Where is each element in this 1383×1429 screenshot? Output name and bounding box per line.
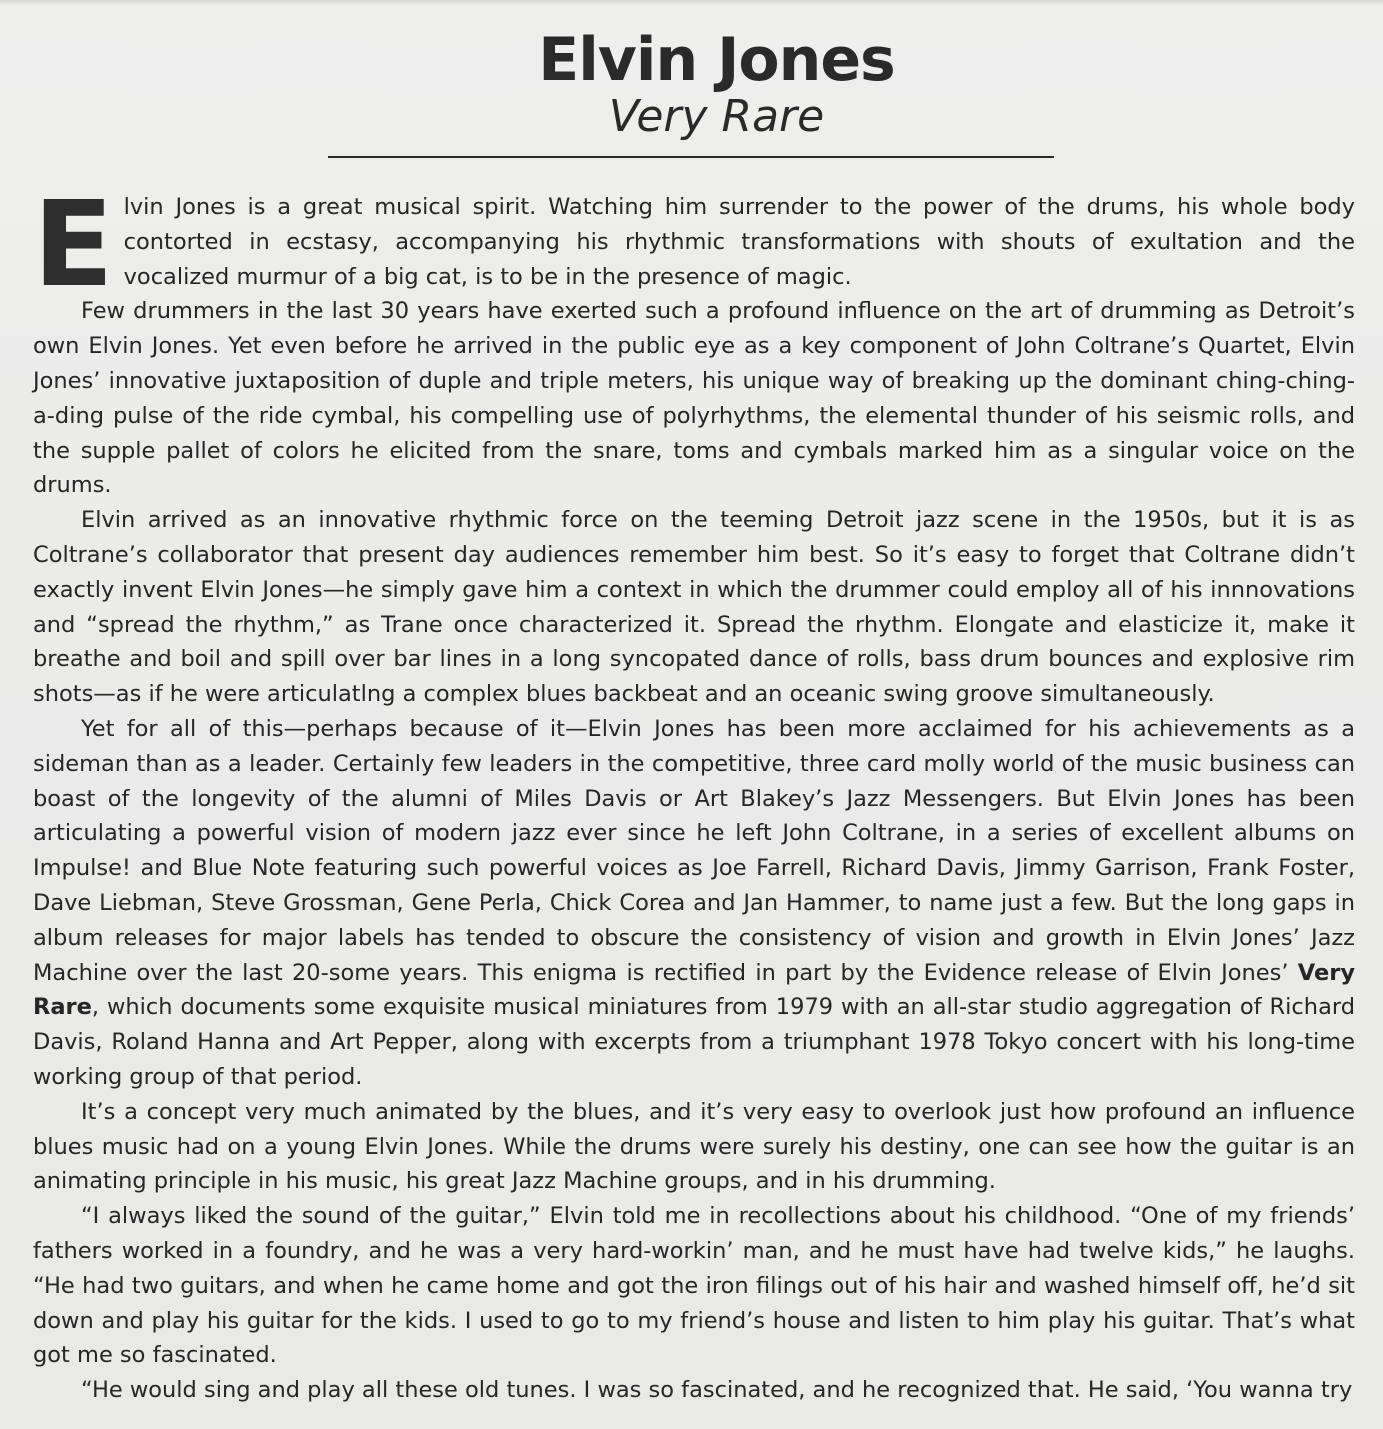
paragraph-7: “He would sing and play all these old tunes. I was so fascinated, and he recognized that. He said, ‘You wanna try bbox=[81, 1377, 1353, 1404]
paragraph-4-text-before: Yet for all of this—perhaps because of it—Elvin Jones has been more acclaimed for his achievements as a sideman than as a leader. Certainly few leaders in the competitive, three card molly world of the music business can boast of the longevity of the alumni of Miles Davis or Art Blakey’s Jazz Messengers. But Elvin Jones has been articulating a powerful vision of modern jazz ever since he left John Coltrane, in a series of excellent albums on Impulse! and Blue Note featuring such powerful voices as Joe Farrell, Richard Davis, Jimmy Garrison, Frank Foster, Dave Liebman, Steve Grossman, Gene Perla, Chick Corea and Jan Hammer, to name just a few. But the long gaps in album releases for major labels has tended to obscure the consistency of vision and growth in Elvin Jones’ Jazz Machine over the last 20-some years. This enigma is rectified in part by the Evidence release of Elvin Jones’ bbox=[33, 715, 1355, 986]
paragraph-1-text: lvin Jones is a great musical spirit. Watching him surrender to the power of the drums, his whole body contorted in ecstasy, accompanying his rhythmic transformations with shouts of exultation and the vocalized murmur of a big cat, is to be in the presence of magic. bbox=[123, 194, 1355, 290]
paragraph-6: “I always liked the sound of the guitar,” Elvin told me in recollections about his childhood. “One of my friends’ fathers worked in a foundry, and he was a very hard-workin’ man, and he must have had twelve kids,” he laughs. “He had two guitars, and when he came home and got the iron filings out of his hair and washed himself off, he’d sit down and play his guitar for the kids. I used to go to my friend’s house and listen to him play his guitar. That’s what got me so fascinated. bbox=[33, 1203, 1355, 1369]
page-top-edge bbox=[0, 0, 1383, 6]
paragraph-2: Few drummers in the last 30 years have exerted such a profound influence on the art of drumming as Detroit’s own Elvin Jones. Yet even before he arrived in the public eye as a key component of John Coltrane’s Quartet, Elvin Jones’ innovative juxtaposition of duple and triple meters, his unique way of breaking up the dominant ching-ching-a-ding pulse of the ride cymbal, his compelling use of polyrhythms, the elemental thunder of his seismic rolls, and the supple pallet of colors he elicited from the snare, toms and cymbals marked him as a singular voice on the drums. bbox=[33, 298, 1355, 499]
article-body bbox=[33, 175, 1355, 1408]
paragraph-4-text-after: , which documents some exquisite musical miniatures from 1979 with an all-star studio aggregation of Richard Davis, Roland Hanna and Art Pepper, along with excerpts from a triumphant 1978 Tokyo concert with his long-time working group of that period. bbox=[33, 994, 1355, 1090]
title-divider bbox=[328, 156, 1054, 158]
paragraph-5: It’s a concept very much animated by the blues, and it’s very easy to overlook just how profound an influence blues music had on a young Elvin Jones. While the drums were surely his destiny, one can see how the guitar is an animating principle in his music, his great Jazz Machine groups, and in his drumming. bbox=[33, 1098, 1355, 1195]
album-title-bold: Very Rare bbox=[33, 959, 1355, 1021]
paragraph-3: Elvin arrived as an innovative rhythmic force on the teeming Detroit jazz scene in the 1950s, but it is as Coltrane’s collaborator that present day audiences remember him best. So it’s easy to forget that Coltrane didn’t exactly invent Elvin Jones—he simply gave him a context in which the drummer could employ all of his innnovations and “spread the rhythm,” as Trane once characterized it. Spread the rhythm. Elongate and elasticize it, make it breathe and boil and spill over bar lines in a long syncopated dance of rolls, bass drum bounces and explosive rim shots—as if he were articulatlng a complex blues backbeat and an oceanic swing groove simultaneously. bbox=[33, 507, 1355, 708]
page-header bbox=[0, 24, 1383, 144]
page-title: Elvin Jones bbox=[538, 25, 895, 95]
paragraph-1 bbox=[33, 175, 1355, 313]
drop-cap-letter: E bbox=[33, 175, 114, 313]
paragraph-4 bbox=[33, 712, 1355, 1095]
page-subtitle: Very Rare bbox=[608, 91, 825, 142]
